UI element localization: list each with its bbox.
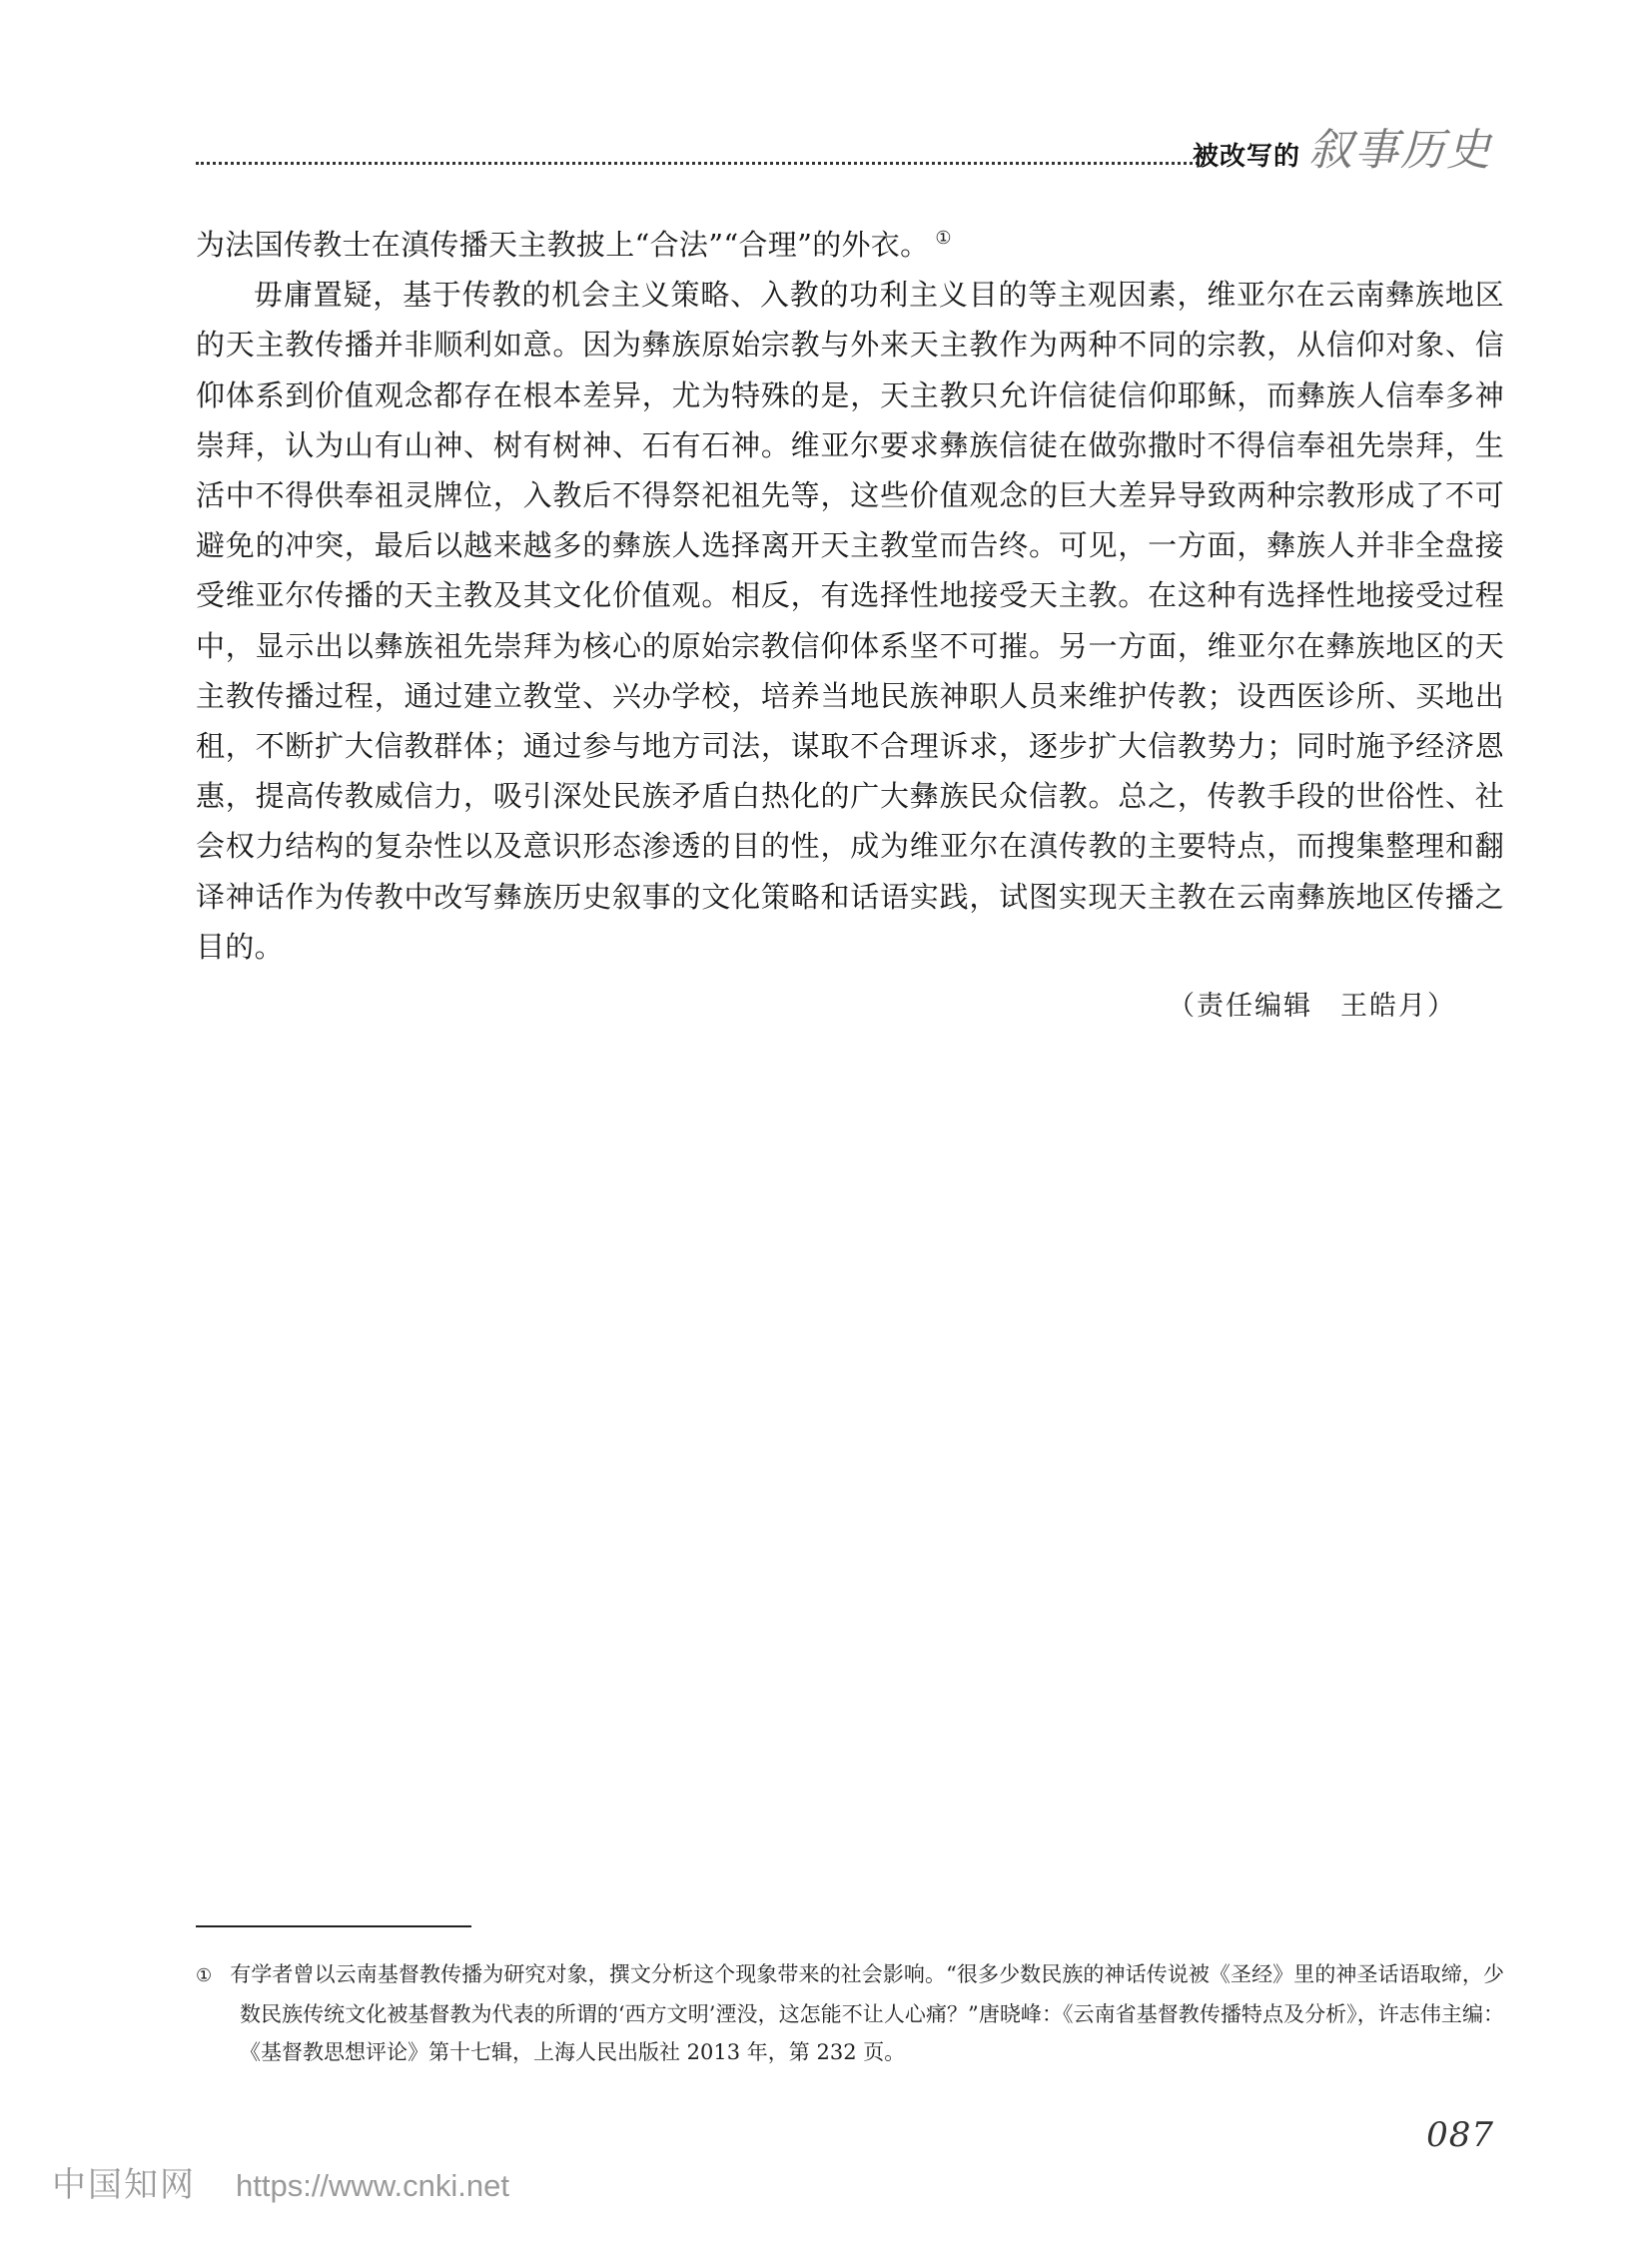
editor-label: 责任编辑 <box>1197 991 1312 1022</box>
footnote-text: 有学者曾以云南基督教传播为研究对象，撰文分析这个现象带来的社会影响。“很多少数民族的神话传说被《圣经》里的神圣话语取缔，少数民族传统文化被基督教为代表的所谓的‘西方文明’湮没，这怎能不让人心痛？”唐晓峰：《云南省基督教传播特点及分析》，许志伟主编：《基督教思想评论》第十七辑，上海人民出版社 2013 年，第 232 页。 <box>230 1962 1505 2064</box>
editor-close-paren: ） <box>1427 991 1456 1022</box>
header-title-part1: 被改写的 <box>1192 142 1300 172</box>
running-header-title <box>1193 114 1492 174</box>
paragraph-2: 毋庸置疑，基于传教的机会主义策略、入教的功利主义目的等主观因素，维亚尔在云南彝族地区的天主教传播并非顺利如意。因为彝族原始宗教与外来天主教作为两种不同的宗教，从信仰对象、信仰体系到价值观念都存在根本差异，尤为特殊的是，天主教只允许信徒信仰耶稣，而彝族人信奉多神崇拜，认为山有山神、树有树神、石有石神。维亚尔要求彝族信徒在做弥撒时不得信奉祖先崇拜，生活中不得供奉祖灵牌位，入教后不得祭祀祖先等，这些价值观念的巨大差异导致两种宗教形成了不可避免的冲突，最后以越来越多的彝族人选择离开天主教堂而告终。可见，一方面，彝族人并非全盘接受维亚尔传播的天主教及其文化价值观。相反，有选择性地接受天主教。在这种有选择性地接受过程中，显示出以彝族祖先崇拜为核心的原始宗教信仰体系坚不可摧。另一方面，维亚尔在彝族地区的天主教传播过程，通过建立教堂、兴办学校，培养当地民族神职人员来维护传教；设西医诊所、买地出租，不断扩大信教群体；通过参与地方司法，谋取不合理诉求，逐步扩大信教势力；同时施予经济恩惠，提高传教威信力，吸引深处民族矛盾白热化的广大彝族民众信教。总之，传教手段的世俗性、社会权力结构的复杂性以及意识形态渗透的目的性，成为维亚尔在滇传教的主要特点，而搜集整理和翻译神话作为传教中改写彝族历史叙事的文化策略和话语实践，试图实现天主教在云南彝族地区传播之目的。 <box>196 278 1504 964</box>
cnki-watermark <box>52 2157 509 2205</box>
editor-name: 王皓月 <box>1340 991 1427 1022</box>
editor-open-paren: （ <box>1168 991 1197 1022</box>
header-dotted-rule <box>196 162 1205 165</box>
watermark-name: 中国知网 <box>52 2165 196 2205</box>
page-number: 087 <box>1426 2115 1494 2155</box>
footnote-item <box>196 1955 1504 2071</box>
running-header <box>0 110 1652 176</box>
main-text <box>196 220 1504 972</box>
footnote-separator <box>196 1925 471 1927</box>
paragraph-1 <box>196 220 1504 270</box>
header-title-part2: 叙事历史 <box>1308 125 1492 176</box>
paragraph-1-text: 为法国传教士在滇传播天主教披上“合法”“合理”的外衣。 <box>196 228 930 262</box>
responsible-editor <box>1168 984 1456 1023</box>
footnote <box>196 1955 1504 2071</box>
watermark-url[interactable]: https://www.cnki.net <box>236 2168 509 2203</box>
footnote-reference[interactable]: ① <box>935 228 952 250</box>
footnote-mark: ① <box>196 1965 213 1986</box>
